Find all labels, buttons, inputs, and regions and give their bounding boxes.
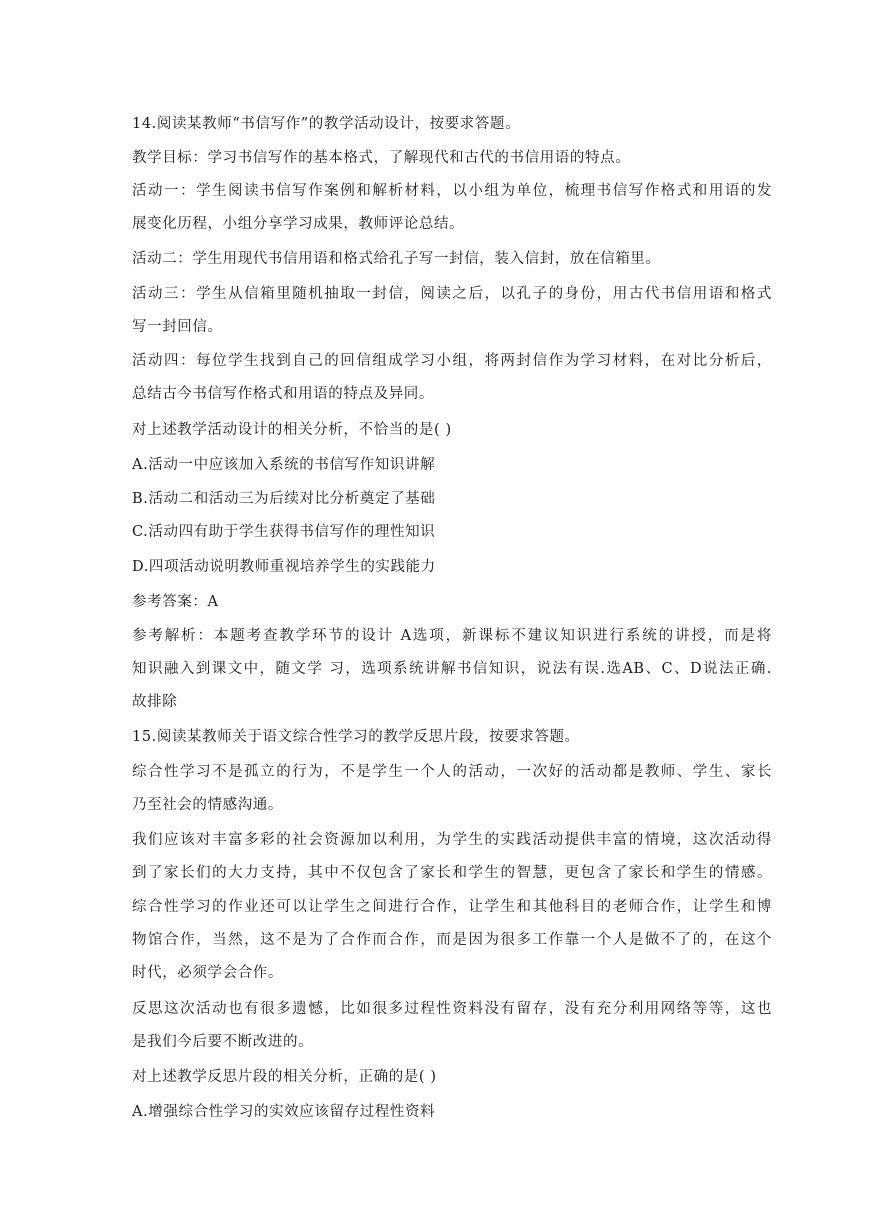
- question-14-option-d: D.四项活动说明教师重视培养学生的实践能力: [132, 559, 436, 575]
- question-14-analysis-line-1: 参考解析：本题考查教学环节的设计 A选项，新课标不建议知识进行系统的讲授，而是将: [132, 628, 772, 644]
- reflection-p2-line-1: 我们应该对丰富多彩的社会资源加以利用，为学生的实践活动提供丰富的情境，这次活动得: [132, 832, 772, 848]
- teaching-goal: 教学目标：学习书信写作的基本格式，了解现代和古代的书信用语的特点。: [132, 150, 631, 166]
- question-14-option-a: A.活动一中应该加入系统的书信写作知识讲解: [132, 457, 436, 473]
- question-15-stem: 对上述教学反思片段的相关分析，正确的是( ): [132, 1069, 437, 1085]
- activity-2: 活动二：学生用现代书信用语和格式给孔子写一封信，装入信封，放在信箱里。: [132, 251, 661, 267]
- question-14-answer: 参考答案：A: [132, 594, 219, 610]
- activity-1-line-1: 活动一：学生阅读书信写作案例和解析材料，以小组为单位，梳理书信写作格式和用语的发: [132, 183, 772, 199]
- question-15-title: 15.阅读某教师关于语文综合性学习的教学反思片段，按要求答题。: [132, 729, 580, 745]
- reflection-p3-line-1: 综合性学习的作业还可以让学生之间进行合作，让学生和其他科目的老师合作，让学生和博: [132, 899, 772, 915]
- reflection-p4-line-1: 反思这次活动也有很多遗憾，比如很多过程性资料没有留存，没有充分利用网络等等，这也: [132, 1001, 772, 1017]
- question-14-analysis-line-2: 知识融入到课文中，随文学 习，选项系统讲解书信知识，说法有误.选AB、C、D说法正确.: [132, 661, 772, 677]
- question-14-title: 14.阅读某教师“书信写作”的教学活动设计，按要求答题。: [132, 116, 521, 132]
- activity-1-line-2: 展变化历程，小组分享学习成果，教师评论总结。: [132, 216, 465, 232]
- reflection-p2-line-2: 到了家长们的大力支持，其中不仅包含了家长和学生的智慧，更包含了家长和学生的情感。: [132, 865, 772, 881]
- activity-3-line-1: 活动三：学生从信箱里随机抽取一封信，阅读之后，以孔子的身份，用古代书信用语和格式: [132, 286, 772, 302]
- question-14-option-c: C.活动四有助于学生获得书信写作的理性知识: [132, 524, 436, 540]
- question-14-analysis-line-3: 故排除: [132, 694, 178, 710]
- activity-4-line-1: 活动四：每位学生找到自己的回信组成学习小组，将两封信作为学习材料，在对比分析后，: [132, 353, 772, 369]
- question-15-option-a: A.增强综合性学习的实效应该留存过程性资料: [132, 1104, 436, 1120]
- question-14-stem: 对上述教学活动设计的相关分析，不恰当的是( ): [132, 422, 452, 438]
- activity-3-line-2: 写一封回信。: [132, 319, 223, 335]
- reflection-p4-line-2: 是我们今后要不断改进的。: [132, 1034, 314, 1050]
- reflection-p3-line-3: 时代，必须学会合作。: [132, 965, 283, 981]
- reflection-p3-line-2: 物馆合作，当然，这不是为了合作而合作，而是因为很多工作靠一个人是做不了的，在这个: [132, 932, 772, 948]
- activity-4-line-2: 总结古今书信写作格式和用语的特点及异同。: [132, 386, 434, 402]
- reflection-p1-line-1: 综合性学习不是孤立的行为，不是学生一个人的活动，一次好的活动都是教师、学生、家长: [132, 764, 772, 780]
- question-14-option-b: B.活动二和活动三为后续对比分析奠定了基础: [132, 491, 436, 507]
- reflection-p1-line-2: 乃至社会的情感沟通。: [132, 797, 283, 813]
